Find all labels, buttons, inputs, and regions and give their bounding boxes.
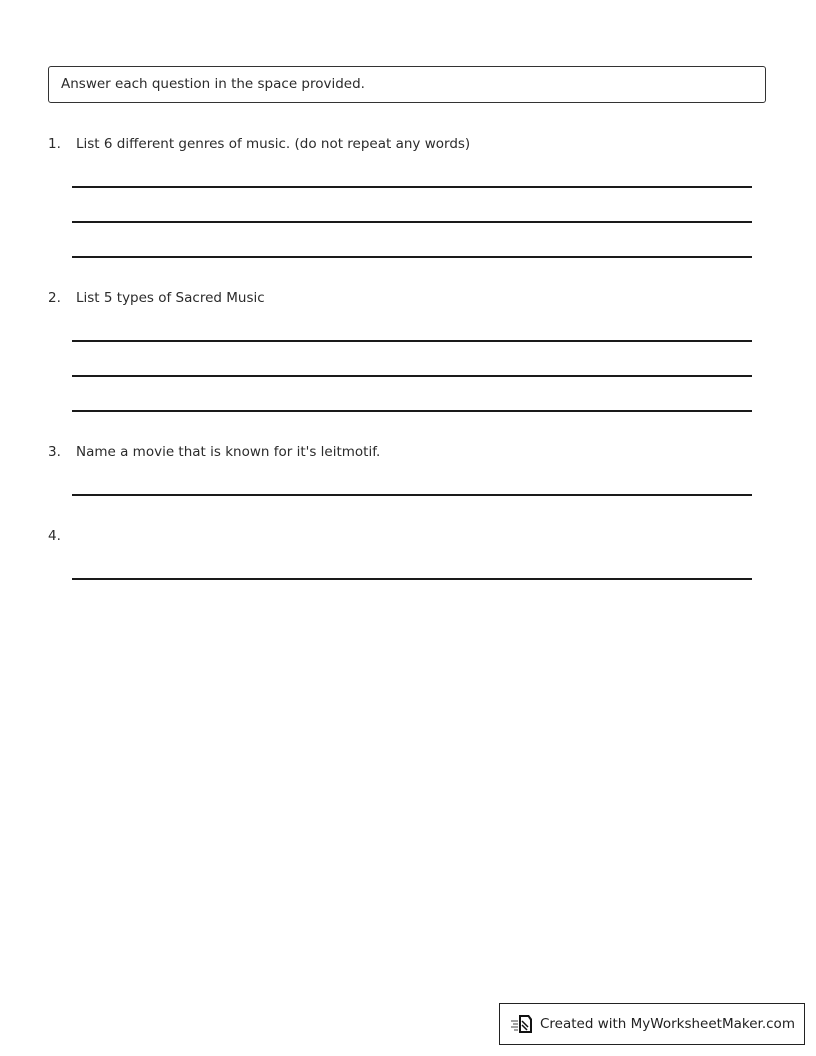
question-number: 2. <box>48 290 61 306</box>
instructions-box: Answer each question in the space provided. <box>48 66 766 103</box>
answer-line-1a[interactable] <box>72 186 752 188</box>
question-text: List 6 different genres of music. (do not repeat any words) <box>76 136 471 152</box>
answer-line-3a[interactable] <box>72 494 752 496</box>
footer-text[interactable]: Created with MyWorksheetMaker.com <box>540 1016 795 1032</box>
question-number: 3. <box>48 444 61 460</box>
footer-credit[interactable] <box>499 1003 805 1045</box>
question-text: Name a movie that is known for it's leitmotif. <box>76 444 381 460</box>
answer-line-1c[interactable] <box>72 256 752 258</box>
question-number: 1. <box>48 136 61 152</box>
question-number: 4. <box>48 528 61 544</box>
answer-line-2c[interactable] <box>72 410 752 412</box>
answer-line-1b[interactable] <box>72 221 752 223</box>
answer-line-2a[interactable] <box>72 340 752 342</box>
answer-line-4a[interactable] <box>72 578 752 580</box>
answer-line-2b[interactable] <box>72 375 752 377</box>
question-text: List 5 types of Sacred Music <box>76 290 265 306</box>
worksheet-logo-icon <box>510 1012 534 1036</box>
